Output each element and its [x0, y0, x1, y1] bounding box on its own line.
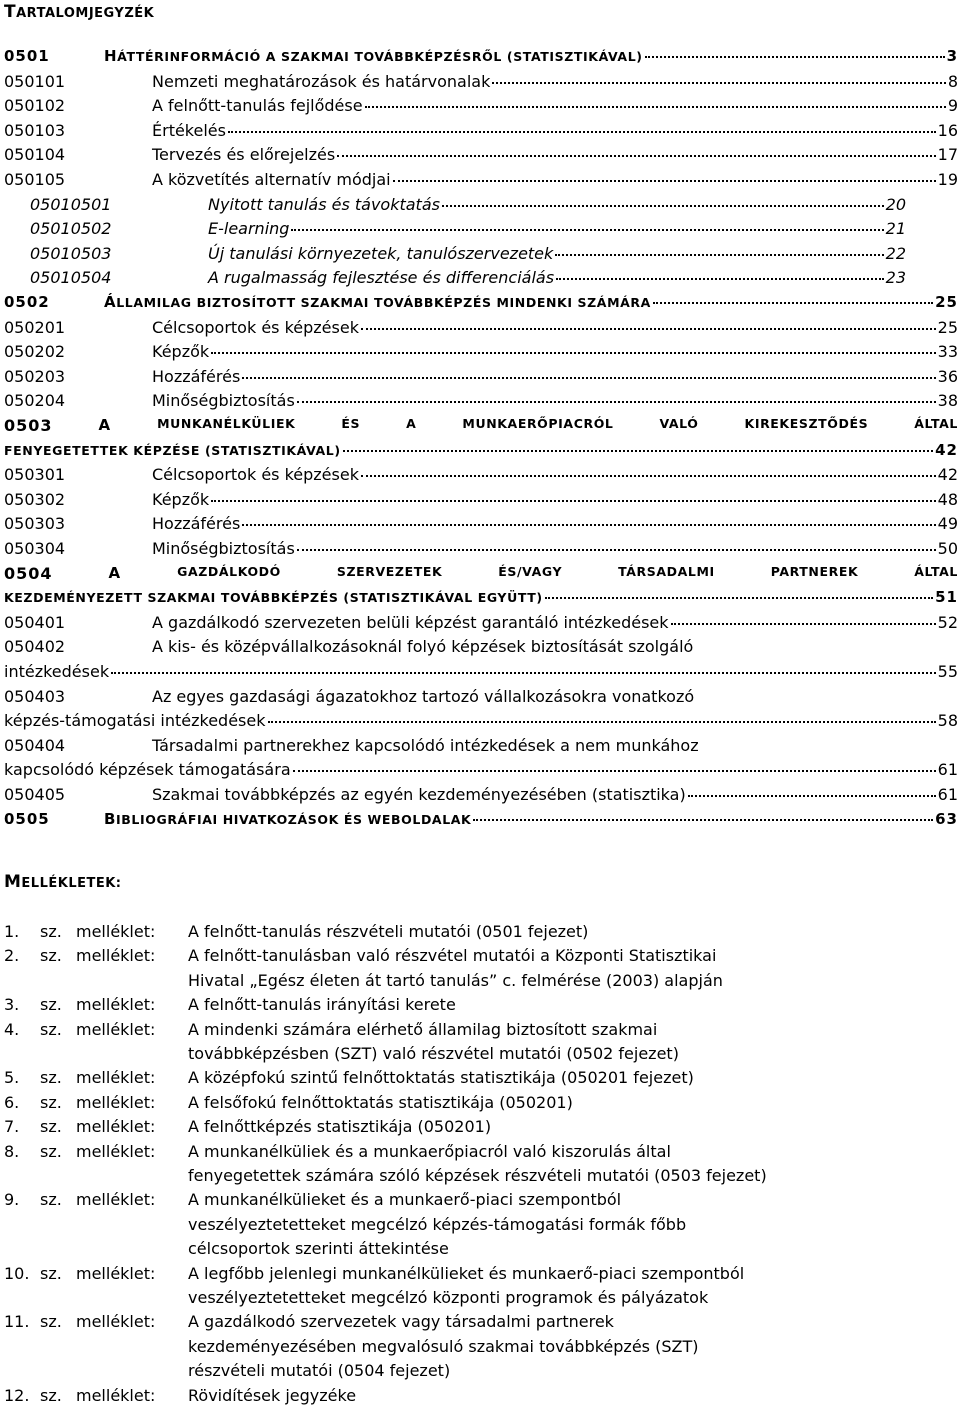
toc-title-initial: B: [104, 809, 117, 828]
dot-leader: [688, 795, 936, 797]
annex-number: 2.: [4, 946, 20, 966]
dot-leader: [343, 450, 933, 452]
toc-number: 05010504: [30, 268, 112, 288]
toc-page-number: 23: [885, 268, 906, 288]
toc-title: kapcsolódó képzések támogatására: [4, 760, 291, 780]
toc-number: 050103: [4, 120, 66, 140]
dot-leader: [545, 597, 933, 599]
annex-label: melléklet:: [76, 946, 156, 966]
toc-entry-05010504: [30, 268, 906, 292]
annex-number: 7.: [4, 1117, 20, 1137]
dot-leader: [653, 302, 933, 304]
toc-page-number: 9: [947, 96, 958, 116]
toc-title: Nyitott tanulás és távoktatás: [208, 194, 440, 214]
dot-leader: [211, 500, 935, 502]
toc-entry-050405: [4, 785, 958, 809]
toc-title-word: ÁLTAL: [914, 416, 958, 431]
annex-text: A munkanélküliek és a munkaerőpiacról való kiszorulás által: [188, 1141, 671, 1161]
toc-title: A közvetítés alternatív módjai: [152, 170, 391, 189]
toc-title-rest: LLAMILAG BIZTOSÍTOTT SZAKMAI TOVÁBBKÉPZÉS MINDENKI SZÁMÁRA: [116, 295, 651, 310]
annex-text: fenyegetettek számára szóló képzések részvételi mutatói (0503 fejezet): [188, 1165, 767, 1185]
dot-leader: [228, 131, 936, 133]
toc-page-number: 52: [937, 612, 958, 632]
annex-label: melléklet:: [76, 1385, 156, 1405]
annex-number: 9.: [4, 1190, 20, 1210]
toc-page-number: 48: [937, 489, 958, 509]
toc-title-initial: H: [104, 47, 118, 65]
annex-sz: sz.: [40, 1019, 62, 1039]
toc-title-word: SZERVEZETEK: [336, 563, 443, 579]
toc-number: 050102: [4, 96, 66, 116]
annex-text: részvételi mutatói (0504 fejezet): [188, 1361, 451, 1381]
annex-label: melléklet:: [76, 1263, 156, 1283]
toc-number: 050403: [4, 686, 66, 706]
annex-number: 5.: [4, 1068, 20, 1088]
toc-title: A felnőtt-tanulás fejlődése: [152, 96, 363, 116]
toc-chapter-line2: [4, 588, 958, 612]
toc-number: 050404: [4, 735, 66, 755]
toc-number: 05010501: [30, 194, 112, 214]
annex-item: [4, 946, 723, 990]
dot-leader: [492, 82, 945, 84]
toc-entry-050203: [4, 367, 958, 391]
toc-chapter-line2: [4, 441, 958, 465]
toc-page-number: 33: [937, 342, 958, 362]
annex-text: kezdeményezésében megvalósuló szakmai továbbképzés (SZT): [188, 1336, 699, 1356]
toc-number: 050202: [4, 342, 66, 362]
toc-number: 050303: [4, 514, 66, 534]
dot-leader: [361, 328, 936, 330]
toc-entry-line2: [4, 760, 958, 784]
toc-number: 050203: [4, 366, 66, 386]
toc-entry-050102: [4, 96, 958, 120]
dot-leader: [671, 623, 936, 625]
annex-item: [4, 1190, 687, 1259]
toc-entry-05010503: [30, 244, 906, 268]
toc-entry-050404: [4, 736, 958, 760]
annex-item: [4, 1312, 699, 1381]
toc-page-number: 16: [937, 120, 958, 140]
toc-page-number: 3: [946, 47, 958, 65]
toc-page-number: 36: [937, 366, 958, 386]
annex-label: melléklet:: [76, 995, 156, 1015]
toc-title: képzés-támogatási intézkedések: [4, 711, 266, 731]
toc-number: 050201: [4, 317, 66, 337]
toc-title: Célcsoportok és képzések: [152, 465, 359, 485]
toc-number: 0502: [4, 293, 50, 311]
annex-text: Rövidítések jegyzéke: [188, 1385, 357, 1405]
toc-entry-050105: [4, 170, 958, 194]
toc-title-word: ÁLTAL: [914, 563, 958, 579]
dot-leader: [337, 155, 935, 157]
toc-page-number: 55: [937, 662, 958, 681]
toc-number: 050405: [4, 785, 66, 804]
toc-title-word: GAZDÁLKODÓ: [177, 563, 281, 579]
annex-label: melléklet:: [76, 1141, 156, 1161]
toc-page-number: 42: [935, 440, 958, 459]
toc-chapter-0503: [4, 416, 958, 435]
annex-item: [4, 1263, 745, 1307]
annex-sz: sz.: [40, 1117, 62, 1137]
toc-entry-050101: [4, 72, 958, 96]
dot-leader: [556, 278, 884, 280]
annex-sz: sz.: [40, 1141, 62, 1161]
annex-item: [4, 1117, 492, 1137]
annex-text: A felnőtt-tanulásban való részvétel mutatói a Központi Statisztikai: [188, 946, 717, 966]
dot-leader: [393, 180, 936, 182]
toc-entry-050402: [4, 637, 958, 661]
toc-page-number: 25: [935, 293, 958, 311]
annex-item: [4, 922, 589, 941]
toc-title: Értékelés: [152, 120, 226, 140]
toc-title: Tervezés és előrejelzés: [152, 145, 336, 165]
toc-title-word: MUNKAERŐPIACRÓL: [462, 416, 614, 431]
toc-title: FENYEGETETTEK KÉPZÉSE (STATISZTIKÁVAL): [4, 442, 341, 458]
dot-leader: [361, 475, 936, 477]
toc-entry-05010501: [30, 195, 906, 219]
toc-title-rest: IBLIOGRÁFIAI HIVATKOZÁSOK ÉS WEBOLDALAK: [116, 811, 472, 827]
toc-number: 0504: [4, 563, 53, 583]
toc-entry-050104: [4, 145, 958, 169]
annex-text: A mindenki számára elérhető államilag biztosított szakmai: [188, 1019, 658, 1039]
toc-page-number: 51: [935, 588, 958, 607]
annex-text: célcsoportok szerinti áttekintése: [188, 1239, 449, 1259]
toc-title-word: VALÓ: [659, 416, 699, 431]
annex-number: 10.: [4, 1263, 30, 1283]
annex-sz: sz.: [40, 1068, 62, 1088]
annex-sz: sz.: [40, 1385, 62, 1405]
toc-title: Az egyes gazdasági ágazatokhoz tartozó vállalkozásokra vonatkozó: [152, 686, 695, 706]
toc-title: Képzők: [152, 489, 210, 509]
toc-title: [104, 47, 643, 65]
annex-item: [4, 1092, 573, 1112]
annex-text: A felnőtt-tanulás részvételi mutatói (0501 fejezet): [188, 922, 589, 941]
annex-number: 4.: [4, 1019, 20, 1039]
toc-number: 050104: [4, 145, 66, 165]
toc-page-number: 58: [937, 711, 958, 731]
toc-number: 050402: [4, 637, 66, 657]
toc-page-number: 20: [885, 194, 906, 214]
annex-item: [4, 1019, 679, 1063]
toc-number: 050302: [4, 489, 66, 509]
toc-title: Nemzeti meghatározások és határvonalak: [152, 71, 491, 91]
annex-text: továbbképzésben (SZT) való részvétel mutatói (0502 fejezet): [188, 1043, 679, 1063]
annex-sz: sz.: [40, 922, 62, 941]
toc-page-number: 25: [937, 317, 958, 337]
toc-title: Minőségbiztosítás: [152, 539, 295, 558]
annex-number: 3.: [4, 995, 20, 1015]
toc-entry-05010502: [30, 219, 906, 243]
toc-number: 050105: [4, 170, 66, 189]
toc-title: Új tanulási környezetek, tanulószervezetek: [208, 243, 554, 263]
annex-text: A felnőttképzés statisztikája (050201): [188, 1117, 492, 1137]
dot-leader: [291, 229, 883, 231]
dot-leader: [111, 672, 936, 674]
annex-text: Hivatal „Egész életen át tartó tanulás” c. felmérése (2003) alapján: [188, 970, 723, 990]
toc-page-number: 38: [937, 391, 958, 411]
toc-title: Hozzáférés: [152, 514, 241, 534]
annex-text: veszélyeztetetteket megcélzó központi programok és pályázatok: [188, 1287, 709, 1307]
annex-label: melléklet:: [76, 1190, 156, 1210]
toc-page-number: 61: [937, 785, 958, 804]
toc-title-rest: ÁTTÉRINFORMÁCIÓ A SZAKMAI TOVÁBBKÉPZÉSRŐL (STATISZTIKÁVAL): [117, 49, 643, 64]
toc-title-word: KIREKESZTŐDÉS: [744, 416, 869, 431]
annex-label: melléklet:: [76, 1092, 156, 1112]
annex-heading: MELLÉKLETEK:: [4, 872, 122, 892]
toc-title: Szakmai továbbképzés az egyén kezdeményezésében (statisztika): [152, 785, 686, 804]
toc-entry-050301: [4, 465, 958, 489]
annex-text: A gazdálkodó szervezetek vagy társadalmi partnerek: [188, 1312, 614, 1332]
annex-sz: sz.: [40, 1263, 62, 1283]
toc-entry-050201: [4, 318, 958, 342]
toc-entry-line2: [4, 711, 958, 735]
toc-entry-050304: [4, 539, 958, 563]
toc-heading: TARTALOMJEGYZÉK: [4, 2, 155, 22]
dot-leader: [211, 352, 935, 354]
toc-number: 0501: [4, 47, 50, 65]
dot-leader: [268, 721, 936, 723]
toc-entry-050202: [4, 342, 958, 366]
toc-page-number: 21: [885, 219, 906, 239]
toc-title: Képzők: [152, 342, 210, 362]
toc-number: 0505: [4, 809, 50, 828]
toc-chapter-line: [4, 564, 958, 583]
annex-item: [4, 995, 456, 1015]
dot-leader: [645, 56, 945, 58]
annex-item: [4, 1141, 767, 1185]
toc-entry-050204: [4, 391, 958, 415]
toc-entry-0501: [4, 47, 958, 71]
dot-leader: [242, 524, 935, 526]
toc-title: Hozzáférés: [152, 366, 241, 386]
toc-title: Minőségbiztosítás: [152, 391, 295, 411]
toc-number: 05010503: [30, 243, 112, 263]
annex-sz: sz.: [40, 1092, 62, 1112]
dot-leader: [473, 819, 933, 821]
toc-title: intézkedések: [4, 662, 110, 681]
annex-text: A munkanélkülieket és a munkaerő-piaci szempontból: [188, 1190, 622, 1210]
dot-leader: [365, 106, 946, 108]
annex-label: melléklet:: [76, 1312, 156, 1332]
toc-title: [104, 810, 471, 828]
toc-page-number: 17: [937, 145, 958, 165]
annex-item: [4, 1385, 357, 1405]
annex-text: A felnőtt-tanulás irányítási kerete: [188, 995, 456, 1015]
annex-number: 8.: [4, 1141, 20, 1161]
toc-title-word: PARTNEREK: [770, 563, 859, 579]
toc-title-word: TÁRSADALMI: [618, 563, 715, 579]
dot-leader: [442, 205, 884, 207]
annex-number: 1.: [4, 922, 20, 941]
annex-sz: sz.: [40, 946, 62, 966]
toc-title-word: MUNKANÉLKÜLIEK: [157, 416, 296, 431]
toc-title-word: A: [406, 416, 417, 431]
toc-title: KEZDEMÉNYEZETT SZAKMAI TOVÁBBKÉPZÉS (STATISZTIKÁVAL EGYÜTT): [4, 590, 543, 606]
dot-leader: [297, 549, 936, 551]
annex-label: melléklet:: [76, 1117, 156, 1137]
annex-item: [4, 1068, 694, 1088]
toc-title-word: ÉS: [341, 416, 361, 431]
dot-leader: [242, 377, 935, 379]
toc-page-number: 22: [885, 243, 906, 263]
annex-label: melléklet:: [76, 1068, 156, 1088]
toc-page-number: 19: [937, 170, 958, 189]
toc-title: A gazdálkodó szervezeten belüli képzést garantáló intézkedések: [152, 612, 669, 632]
toc-number: 050401: [4, 612, 66, 632]
annex-label: melléklet:: [76, 1019, 156, 1039]
toc-page-number: 42: [937, 465, 958, 485]
annex-text: A középfokú szintű felnőttoktatás statisztikája (050201 fejezet): [188, 1068, 694, 1088]
annex-number: 6.: [4, 1092, 20, 1112]
toc-number: 05010502: [30, 219, 112, 239]
dot-leader: [293, 770, 936, 772]
dot-leader: [555, 254, 883, 256]
annex-text: A legfőbb jelenlegi munkanélkülieket és munkaerő-piaci szempontból: [188, 1263, 745, 1283]
annex-sz: sz.: [40, 1312, 62, 1332]
toc-number: 0503: [4, 416, 53, 435]
toc-title-word: ÉS/VAGY: [498, 563, 563, 579]
toc-entry-050401: [4, 613, 958, 637]
toc-page-number: 63: [935, 809, 958, 828]
dot-leader: [297, 401, 936, 403]
toc-entry-line2: [4, 662, 958, 686]
toc-entry-0505: [4, 810, 958, 834]
toc-number: 050101: [4, 71, 66, 91]
toc-entry-050403: [4, 687, 958, 711]
toc-chapter-0504: [4, 564, 958, 583]
toc-title: E-learning: [208, 219, 290, 239]
annex-number: 12.: [4, 1385, 30, 1405]
toc-number: 050301: [4, 465, 66, 485]
toc-page-number: 50: [937, 539, 958, 558]
toc-title: [104, 293, 651, 311]
annex-sz: sz.: [40, 995, 62, 1015]
toc-title: Társadalmi partnerekhez kapcsolódó intézkedések a nem munkához: [152, 735, 699, 755]
toc-entry-0502: [4, 293, 958, 317]
toc-title: A rugalmasság fejlesztése és differenciálás: [208, 268, 555, 288]
annex-text: veszélyeztetetteket megcélzó képzés-támogatási formák főbb: [188, 1214, 687, 1234]
toc-number: 050204: [4, 391, 66, 411]
annex-number: 11.: [4, 1312, 30, 1332]
toc-title: A kis- és középvállalkozásoknál folyó képzések biztosítását szolgáló: [152, 637, 694, 657]
toc-page-number: 61: [937, 760, 958, 780]
annex-label: melléklet:: [76, 922, 156, 941]
toc-page-number: 49: [937, 514, 958, 534]
toc-page-number: 8: [947, 71, 958, 91]
toc-entry-050303: [4, 514, 958, 538]
toc-number: 050304: [4, 539, 66, 558]
toc-title-initial: Á: [104, 293, 117, 311]
annex-sz: sz.: [40, 1190, 62, 1210]
annex-text: A felsőfokú felnőttoktatás statisztikája (050201): [188, 1092, 573, 1112]
toc-title-word: A: [108, 563, 122, 582]
toc-title: Célcsoportok és képzések: [152, 317, 359, 337]
toc-entry-050302: [4, 490, 958, 514]
toc-title-word: A: [98, 416, 112, 434]
toc-entry-050103: [4, 121, 958, 145]
toc-chapter-line: [4, 416, 958, 435]
